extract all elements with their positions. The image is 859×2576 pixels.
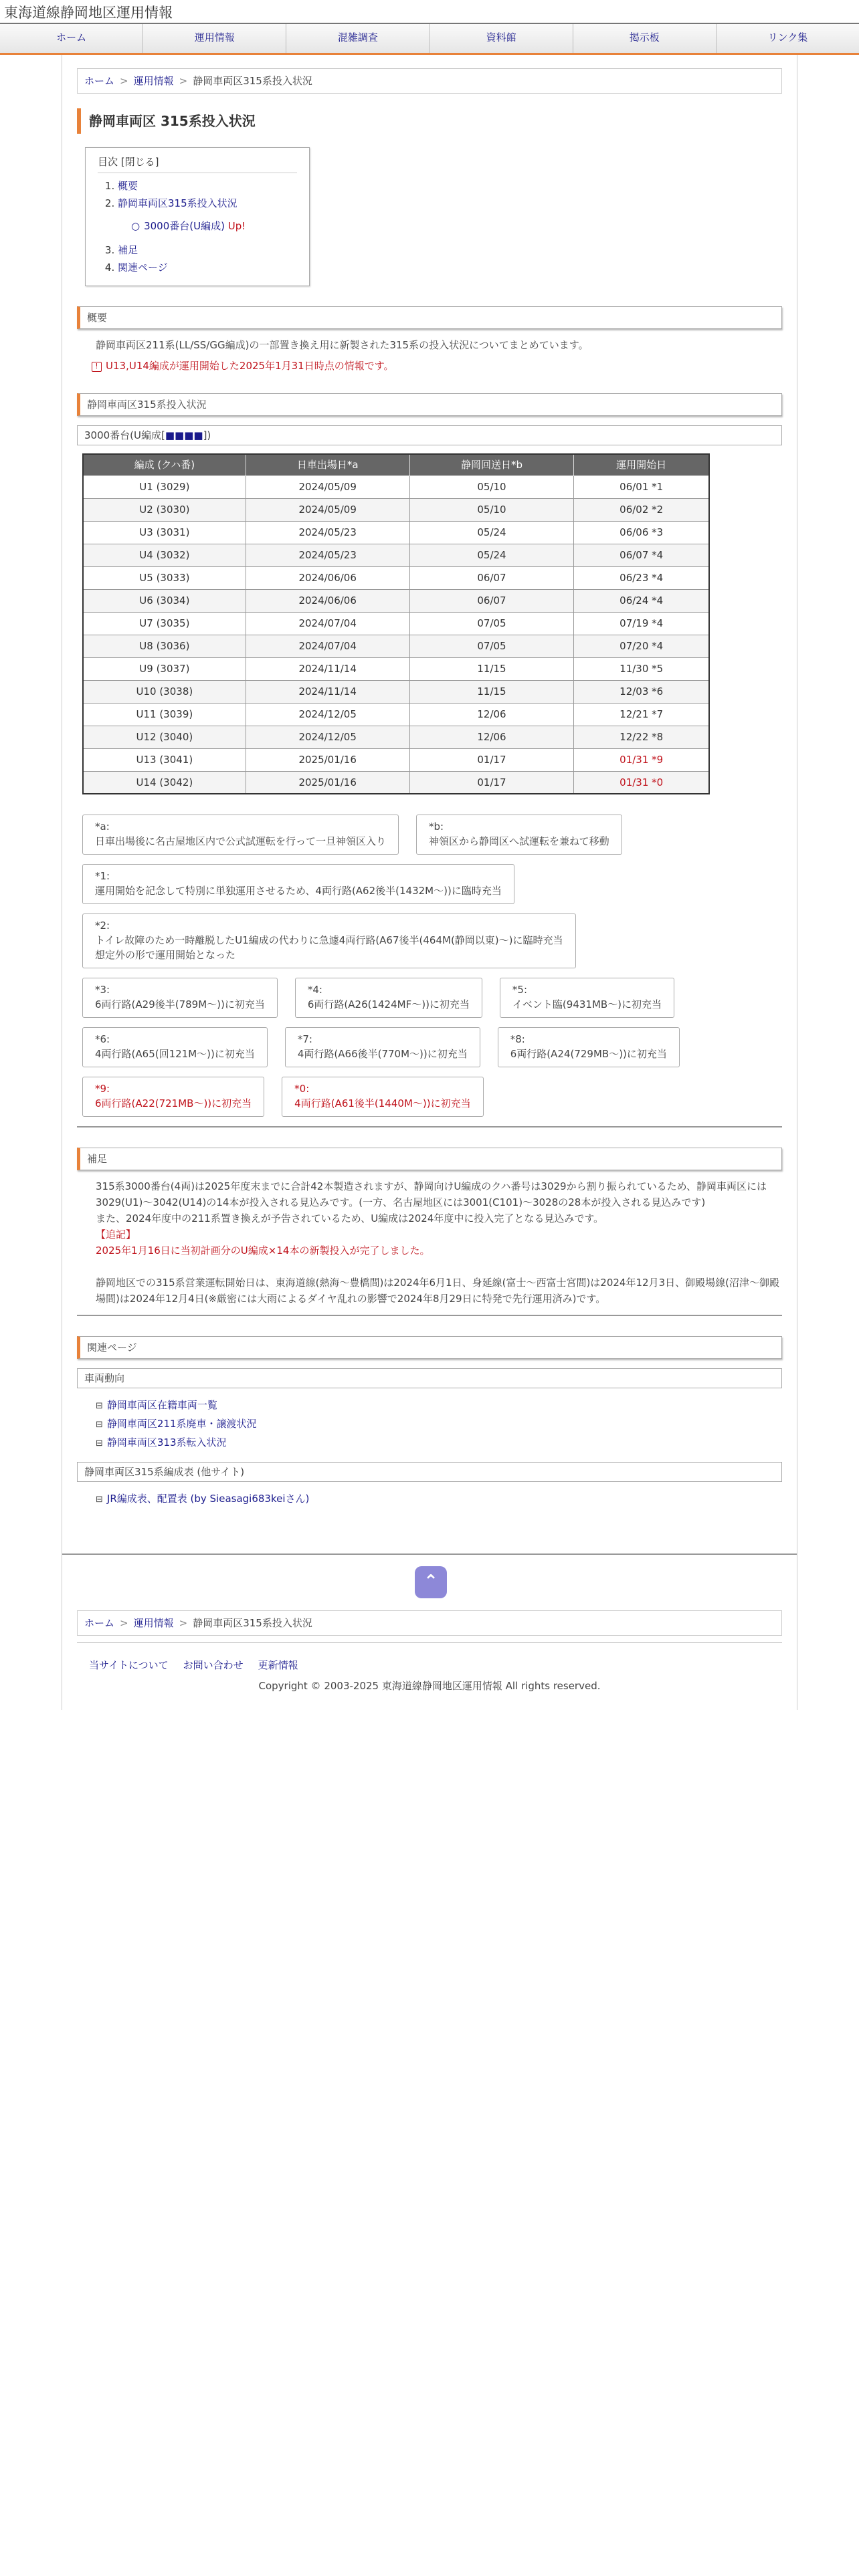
note-a-key: *a:: [95, 821, 110, 833]
breadcrumb-bottom-current: 静岡車両区315系投入状況: [193, 1617, 312, 1629]
table-row: [83, 544, 709, 566]
table-of-contents: 目次 [閉じる] 1. 概要 2. 静岡車両区315系投入状況 ○ 3000番台(U編成) Up! 3. 補足 4. 関連ページ: [85, 147, 310, 286]
column-header: 運用開始日: [574, 454, 709, 475]
breadcrumb-ops[interactable]: 運用情報: [133, 75, 174, 87]
toc-item-overview[interactable]: 概要: [118, 179, 138, 192]
table-cell: 2025/01/16: [246, 771, 409, 794]
table-cell: 2024/06/06: [246, 589, 409, 612]
table-row: [83, 498, 709, 521]
divider: [77, 1126, 782, 1128]
table-row: [83, 771, 709, 794]
note-0-key: *0:: [294, 1083, 310, 1095]
related-sub1: 車両動向: [77, 1368, 782, 1388]
table-cell: 11/30 *5: [574, 657, 709, 680]
note-3-key: *3:: [95, 984, 110, 996]
breadcrumb: ホーム > 運用情報 > 静岡車両区315系投入状況: [77, 68, 782, 94]
table-cell: 06/02 *2: [574, 498, 709, 521]
note-4: [295, 978, 482, 1018]
nav-operations[interactable]: 運用情報: [143, 24, 286, 53]
table-cell: U7 (3035): [83, 612, 246, 635]
table-cell: 05/24: [409, 521, 574, 544]
note-4-key: *4:: [307, 984, 322, 996]
link-jr-formation[interactable]: JR編成表、配置表 (by Sieasagi683keiさん): [106, 1493, 310, 1505]
table-row: [83, 635, 709, 657]
table-cell: U2 (3030): [83, 498, 246, 521]
note-a-text: 日車出場後に名古屋地区内で公式試運転を行って一旦神領区入り: [95, 835, 387, 847]
note-2-key: *2:: [95, 920, 110, 932]
table-cell: 2024/11/14: [246, 680, 409, 703]
table-row: [83, 748, 709, 771]
table-cell: 2024/12/05: [246, 703, 409, 726]
table-cell: 2024/12/05: [246, 726, 409, 748]
supplement-p1: 315系3000番台(4両)は2025年度末までに合計42本製造されますが、静岡向けU編成のクハ番号は3029から割り振られているため、静岡車両区には3029(U1)〜3042(U14)の14本が投入される見込みです。(一方、名古屋地区には3001(C101)〜3028の28本が投入される見込みです): [96, 1180, 767, 1208]
scroll-to-top-button[interactable]: [415, 1566, 447, 1598]
nav-archive[interactable]: 資料館: [430, 24, 573, 53]
nav-links[interactable]: リンク集: [717, 24, 859, 53]
overview-heading: 概要: [77, 306, 782, 329]
note-9-text: 6両行路(A22(721MB〜))に初充当: [95, 1097, 252, 1109]
subheading-pre: 3000番台(U編成[: [84, 429, 165, 441]
table-cell: 2024/05/23: [246, 521, 409, 544]
table-cell: 07/05: [409, 635, 574, 657]
table-cell: U4 (3032): [83, 544, 246, 566]
footnotes: [77, 794, 782, 1117]
table-row: [83, 657, 709, 680]
table-cell: U1 (3029): [83, 475, 246, 498]
table-cell: 07/20 *4: [574, 635, 709, 657]
note-0: [282, 1077, 483, 1117]
table-cell: 12/22 *8: [574, 726, 709, 748]
overview-text: 静岡車両区211系(LL/SS/GG編成)の一部置き換え用に新製された315系の投入状況についてまとめています。: [96, 338, 589, 351]
table-cell: 2024/05/23: [246, 544, 409, 566]
table-cell: 06/07: [409, 566, 574, 589]
table-row: [83, 703, 709, 726]
note-2-text-2: 想定外の形で運用開始となった: [95, 949, 236, 961]
overview-warning: [77, 353, 782, 374]
supplement-body: [77, 1170, 782, 1307]
note-5-text: イベント臨(9431MB〜)に初充当: [512, 998, 662, 1010]
link-vehicle-list[interactable]: 静岡車両区在籍車両一覧: [106, 1399, 217, 1411]
table-cell: 07/19 *4: [574, 612, 709, 635]
column-header: 日車出場日*a: [246, 454, 409, 475]
content-wrapper: [62, 55, 797, 1710]
table-cell: U12 (3040): [83, 726, 246, 748]
note-5: [500, 978, 674, 1018]
table-cell: 2024/07/04: [246, 612, 409, 635]
toc-header[interactable]: 目次 [閉じる]: [98, 154, 297, 173]
note-7: [285, 1027, 480, 1067]
note-3: [82, 978, 278, 1018]
table-cell: 06/06 *3: [574, 521, 709, 544]
note-b: [416, 815, 622, 855]
related-links-1: [77, 1388, 782, 1453]
table-cell: U14 (3042): [83, 771, 246, 794]
nav-congestion[interactable]: 混雑調査: [286, 24, 430, 53]
related-heading: 関連ページ: [77, 1336, 782, 1359]
note-1: [82, 864, 514, 904]
supplement-heading: 補足: [77, 1148, 782, 1170]
note-0-text: 4両行路(A61後半(1440M〜))に初充当: [294, 1097, 471, 1109]
note-1-text: 運用開始を記念して特別に単独運用させるため、4両行路(A62後半(1432M〜))に臨時充当: [95, 885, 502, 897]
divider-3: [62, 1553, 797, 1555]
breadcrumb-current: 静岡車両区315系投入状況: [193, 75, 312, 87]
note-8-key: *8:: [510, 1033, 525, 1045]
breadcrumb-bottom: ホーム > 運用情報 > 静岡車両区315系投入状況: [77, 1610, 782, 1636]
table-row: [83, 680, 709, 703]
table-cell: 07/05: [409, 612, 574, 635]
breadcrumb-bottom-home[interactable]: ホーム: [84, 1617, 115, 1629]
note-9-key: *9:: [95, 1083, 110, 1095]
site-title: 東海道線静岡地区運用情報: [0, 0, 859, 24]
note-5-key: *5:: [512, 984, 528, 996]
toc-up-badge: Up!: [227, 219, 246, 232]
table-cell: 11/15: [409, 680, 574, 703]
table-cell: 2025/01/16: [246, 748, 409, 771]
table-cell: 12/06: [409, 726, 574, 748]
table-cell: 06/07: [409, 589, 574, 612]
note-6: [82, 1027, 268, 1067]
addendum-text: 2025年1月16日に当初計画分のU編成×14本の新製投入が完了しました。: [96, 1245, 430, 1257]
table-cell: 12/03 *6: [574, 680, 709, 703]
toc-item-related[interactable]: 関連ページ: [118, 261, 168, 274]
color-swatch: ■■■■: [165, 429, 203, 441]
supplement-p2: また、2024年度中の211系置き換えが予告されているため、U編成は2024年度中に投入完了となる見込みです。: [96, 1212, 604, 1224]
table-cell: U3 (3031): [83, 521, 246, 544]
note-9: [82, 1077, 264, 1117]
related-links-2: [77, 1482, 782, 1509]
table-row: [83, 589, 709, 612]
table-cell: 01/17: [409, 771, 574, 794]
note-2: [82, 914, 576, 968]
note-3-text: 6両行路(A29後半(789M〜))に初充当: [95, 998, 265, 1010]
table-row: [83, 521, 709, 544]
table-cell: 06/23 *4: [574, 566, 709, 589]
related-sub2: 静岡車両区315系編成表 (他サイト): [77, 1462, 782, 1482]
table-cell: 01/31 *9: [574, 748, 709, 771]
table-cell: U13 (3041): [83, 748, 246, 771]
deployment-table: [82, 453, 710, 794]
divider-2: [77, 1315, 782, 1316]
footer-contact[interactable]: お問い合わせ: [183, 1659, 244, 1671]
table-cell: U10 (3038): [83, 680, 246, 703]
alert-icon: !: [92, 362, 102, 372]
main-nav: [0, 24, 859, 55]
table-row: [83, 726, 709, 748]
nav-home[interactable]: ホーム: [0, 24, 143, 53]
addendum-label: 【追記】: [96, 1228, 136, 1241]
table-cell: 2024/11/14: [246, 657, 409, 680]
nav-bbs[interactable]: 掲示板: [573, 24, 717, 53]
footer-nav: [77, 1643, 782, 1673]
link-313-transfer[interactable]: 静岡車両区313系転入状況: [106, 1436, 227, 1448]
table-cell: 06/07 *4: [574, 544, 709, 566]
note-8-text: 6両行路(A24(729MB〜))に初充当: [510, 1048, 667, 1060]
status-subheading: [77, 425, 782, 445]
table-cell: 05/10: [409, 475, 574, 498]
footer-updates[interactable]: 更新情報: [258, 1659, 298, 1671]
note-1-key: *1:: [95, 870, 110, 882]
table-cell: U11 (3039): [83, 703, 246, 726]
table-cell: 2024/05/09: [246, 498, 409, 521]
table-cell: U6 (3034): [83, 589, 246, 612]
note-7-text: 4両行路(A66後半(770M〜))に初充当: [297, 1048, 468, 1060]
note-6-text: 4両行路(A65(回121M〜))に初充当: [95, 1048, 255, 1060]
column-header: 静岡回送日*b: [409, 454, 574, 475]
note-8: [498, 1027, 680, 1067]
table-cell: U8 (3036): [83, 635, 246, 657]
note-2-text: トイレ故障のため一時離脱したU1編成の代わりに急遽4両行路(A67後半(464M(静岡以東)〜)に臨時充当: [95, 934, 563, 946]
note-b-text: 神領区から静岡区へ試運転を兼ねて移動: [429, 835, 609, 847]
column-header: 編成 (クハ番): [83, 454, 246, 475]
footer-about[interactable]: 当サイトについて: [89, 1659, 169, 1671]
table-row: [83, 566, 709, 589]
table-cell: 12/06: [409, 703, 574, 726]
table-cell: 11/15: [409, 657, 574, 680]
table-cell: 2024/06/06: [246, 566, 409, 589]
page-title: 静岡車両区 315系投入状況: [77, 108, 782, 134]
toc-item-supplement[interactable]: 補足: [118, 243, 138, 256]
breadcrumb-home[interactable]: ホーム: [84, 75, 115, 87]
table-row: [83, 612, 709, 635]
double-chevron-up-icon: ⌃: [423, 1572, 438, 1592]
note-a: [82, 815, 399, 855]
table-row: [83, 475, 709, 498]
warning-text: U13,U14編成が運用開始した2025年1月31日時点の情報です。: [106, 359, 394, 372]
table-cell: 01/17: [409, 748, 574, 771]
toc-item-u-series[interactable]: 3000番台(U編成): [144, 219, 225, 232]
subheading-post: ]): [203, 429, 211, 441]
toc-item-status[interactable]: 静岡車両区315系投入状況: [118, 197, 237, 209]
note-6-key: *6:: [95, 1033, 110, 1045]
note-4-text: 6両行路(A26(1424MF〜))に初充当: [307, 998, 470, 1010]
table-cell: 2024/07/04: [246, 635, 409, 657]
supplement-p3: 静岡地区での315系営業運転開始日は、東海道線(熱海〜豊橋間)は2024年6月1日、身延線(富士〜西富士宮間)は2024年12月3日、御殿場線(沼津〜御殿場間)は2024年12月4日(※厳密には大雨によるダイヤ乱れの影響で2024年8月29日に特発で先行運用済み)です。: [96, 1277, 779, 1305]
table-cell: 01/31 *0: [574, 771, 709, 794]
status-heading: 静岡車両区315系投入状況: [77, 393, 782, 416]
table-cell: U5 (3033): [83, 566, 246, 589]
table-cell: 06/24 *4: [574, 589, 709, 612]
breadcrumb-bottom-ops[interactable]: 運用情報: [133, 1617, 174, 1629]
table-cell: 05/24: [409, 544, 574, 566]
link-211-retire[interactable]: 静岡車両区211系廃車・譲渡状況: [106, 1418, 257, 1430]
table-cell: 05/10: [409, 498, 574, 521]
copyright: Copyright © 2003-2025 東海道線静岡地区運用情報 All rights reserved.: [258, 1679, 601, 1692]
table-cell: 2024/05/09: [246, 475, 409, 498]
note-7-key: *7:: [297, 1033, 312, 1045]
table-cell: 06/01 *1: [574, 475, 709, 498]
table-cell: U9 (3037): [83, 657, 246, 680]
note-b-key: *b:: [429, 821, 444, 833]
table-cell: 12/21 *7: [574, 703, 709, 726]
